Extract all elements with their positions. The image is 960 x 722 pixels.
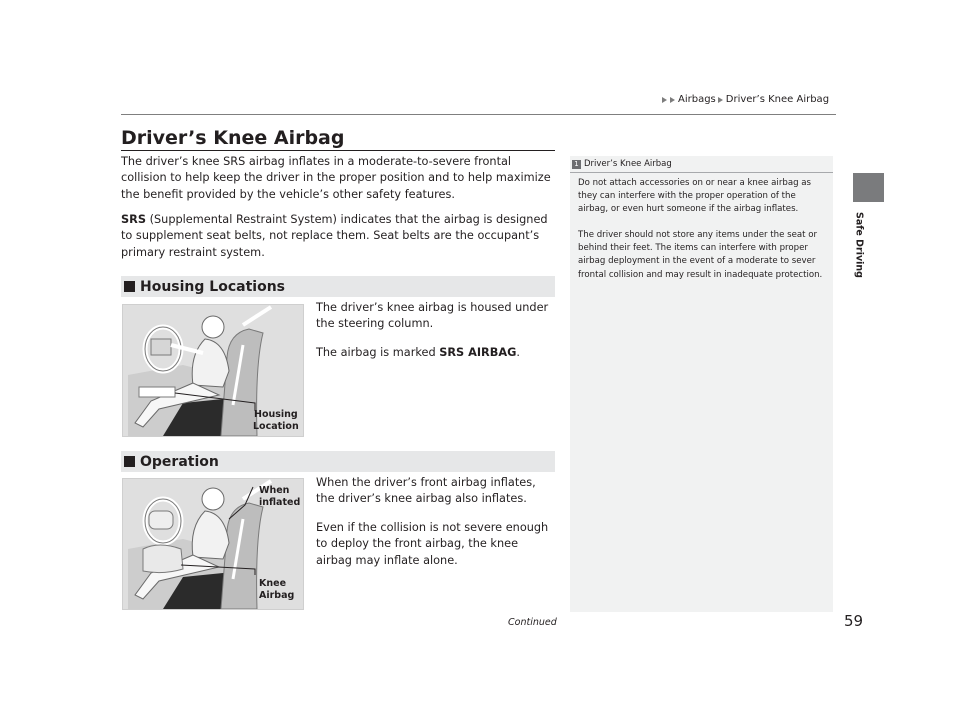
- section-heading-operation: [121, 451, 555, 472]
- header-divider: [121, 114, 836, 115]
- arrow-right-icon: [662, 97, 667, 103]
- title-divider: [121, 150, 555, 151]
- arrow-right-icon: [670, 97, 675, 103]
- housing-location-illustration: [122, 304, 304, 437]
- when-inflated-callout: When inflated: [259, 485, 301, 508]
- intro-paragraph: The driver’s knee SRS airbag inflates in a moderate-to-severe frontal collision to help keep the driver in the proper position and to help maximize the benefit provided by the vehicle’s other safety features.: [121, 155, 551, 201]
- knee-airbag-inflated-illustration: [122, 478, 304, 610]
- srs-text: (Supplemental Restraint System) indicates that the airbag is designed to supplement seat belts, not replace them. Seat belts are the occupant’s primary restraint system.: [121, 213, 548, 259]
- section-heading-label: Operation: [140, 453, 219, 470]
- page-title: Driver’s Knee Airbag: [121, 127, 345, 149]
- square-bullet-icon: [124, 456, 135, 467]
- side-note-body: [578, 177, 828, 295]
- breadcrumb-item-airbags[interactable]: Airbags: [678, 94, 716, 105]
- operation-paragraph-2: Even if the collision is not severe enough to deploy the front airbag, the knee airbag may inflate alone.: [316, 520, 549, 567]
- side-note-panel: [570, 156, 833, 612]
- housing-location-callout: Housing Location: [253, 409, 299, 432]
- airbag-marking-paragraph: The airbag is marked SRS AIRBAG.: [316, 345, 520, 359]
- section-heading-housing: [121, 276, 555, 297]
- breadcrumb: [662, 94, 837, 105]
- section-heading-label: Housing Locations: [140, 278, 285, 295]
- breadcrumb-item-knee-airbag[interactable]: Driver’s Knee Airbag: [725, 94, 830, 105]
- housing-paragraph: The driver’s knee airbag is housed under the steering column.: [316, 301, 549, 331]
- knee-airbag-callout: Knee Airbag: [259, 578, 295, 601]
- side-note-title: Driver’s Knee Airbag: [584, 159, 672, 169]
- housing-text: [316, 300, 556, 361]
- srs-airbag-label: SRS AIRBAG: [439, 345, 517, 359]
- operation-text: [316, 475, 556, 569]
- arrow-right-icon: [718, 97, 723, 103]
- side-note-paragraph-2: The driver should not store any items under the seat or behind their feet. The items can interfere with proper airbag deployment in the event of a moderate to sever frontal collision and may result in inadequate protection.: [578, 230, 823, 280]
- srs-paragraph: [121, 212, 558, 261]
- section-tab-label: Safe Driving: [853, 212, 865, 278]
- continued-label: Continued: [508, 617, 557, 628]
- srs-label: SRS: [121, 213, 146, 226]
- operation-paragraph-1: When the driver’s front airbag inflates, the driver’s knee airbag also inflates.: [316, 476, 536, 506]
- side-note-header: [570, 156, 833, 173]
- page-number: 59: [844, 612, 864, 630]
- side-note-paragraph-1: Do not attach accessories on or near a knee airbag as they can interfere with the proper operation of the airbag, or even hurt someone if the airbag inflates.: [578, 178, 812, 215]
- section-tab: [853, 173, 884, 202]
- note-number-badge: 1: [572, 160, 581, 169]
- square-bullet-icon: [124, 281, 135, 292]
